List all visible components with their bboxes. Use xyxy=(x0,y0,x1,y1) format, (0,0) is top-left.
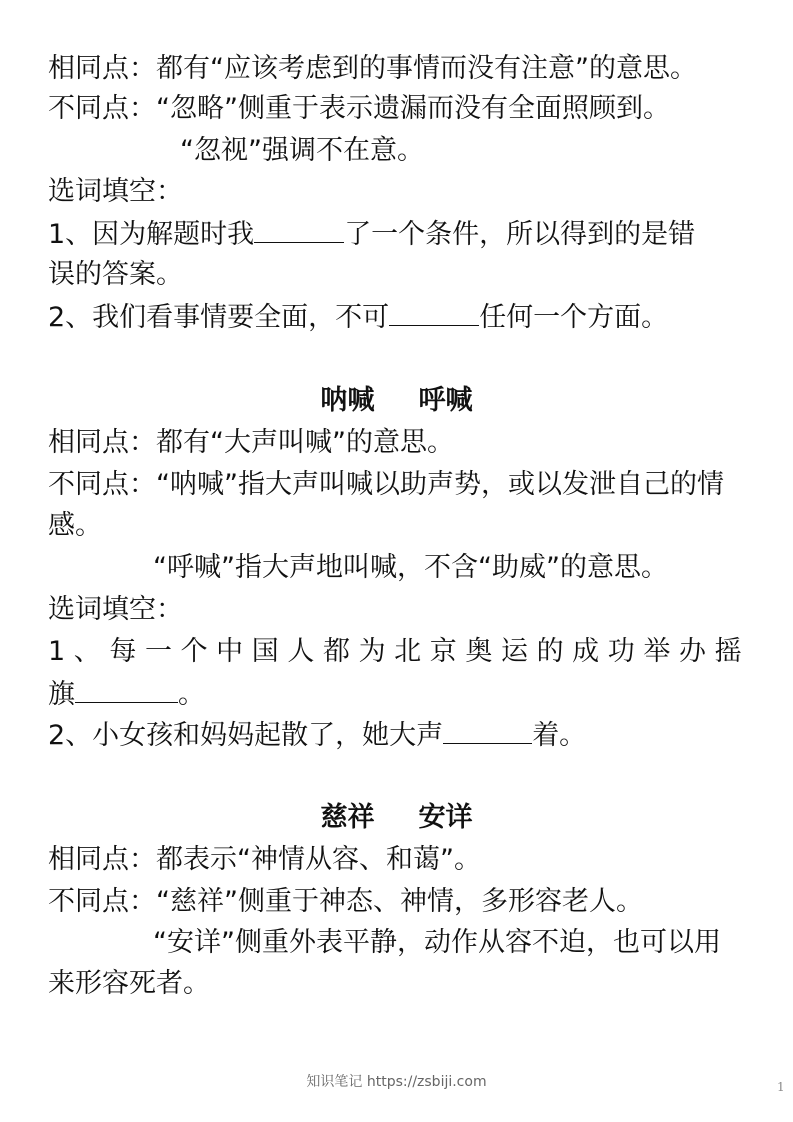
footer-watermark: 知识笔记 https://zsbiji.com xyxy=(306,1074,487,1090)
section2-q1-part-a: 1、每一个中国人都为北京奥运的成功举办摇 xyxy=(48,636,751,667)
section2-question-2 xyxy=(48,716,586,756)
answer-blank[interactable] xyxy=(389,301,479,326)
section3-diff-text-2: “安详”侧重外表平静，动作从容不迫，也可以用 xyxy=(153,927,721,958)
page-number: 1 xyxy=(777,1080,785,1094)
section1-q2-part-b: 任何一个方面。 xyxy=(479,302,669,333)
section2-question-1-cont xyxy=(48,675,205,715)
section2-diff-text-1: 不同点：“呐喊”指大声叫喊以助声势，或以发泄自己的情 xyxy=(48,469,724,500)
section3-diff-text-1: 不同点：“慈祥”侧重于神态、神情，多形容老人。 xyxy=(48,886,643,917)
section3-word-1: 慈祥 xyxy=(320,802,375,833)
section1-q1-continuation: 误的答案。 xyxy=(48,259,183,290)
section2-same-text: 相同点：都有“大声叫喊”的意思。 xyxy=(48,427,454,458)
section2-q1-part-c: 。 xyxy=(178,679,205,710)
section1-question-1 xyxy=(48,215,695,255)
section1-same-text: 相同点：都有“应该考虑到的事情而没有注意”的意思。 xyxy=(48,53,697,84)
section1-q1-part-b: 了一个条件，所以得到的是错 xyxy=(344,219,696,250)
section2-word-2: 呼喊 xyxy=(418,385,473,416)
section3-word-2: 安详 xyxy=(418,802,473,833)
section2-q2-part-a: 2、小女孩和妈妈起散了，她大声 xyxy=(48,720,444,751)
section2-q2-part-b: 着。 xyxy=(532,720,587,751)
section2-diff-text-1b: 感。 xyxy=(48,510,102,541)
section3-same-text: 相同点：都表示“神情从容、和蔼”。 xyxy=(48,844,481,875)
section1-q2-part-a: 2、我们看事情要全面，不可 xyxy=(48,302,390,333)
section2-heading xyxy=(0,381,793,421)
section1-diff-text-2: “忽视”强调不在意。 xyxy=(180,135,424,166)
section3-diff-text-2b: 来形容死者。 xyxy=(48,968,210,999)
answer-blank[interactable] xyxy=(254,218,344,243)
section3-heading xyxy=(0,798,793,838)
answer-blank[interactable] xyxy=(75,678,178,703)
section1-diff-text-1: 不同点：“忽略”侧重于表示遗漏而没有全面照顾到。 xyxy=(48,93,670,124)
section2-diff-text-2: “呼喊”指大声地叫喊，不含“助威”的意思。 xyxy=(153,552,668,583)
section1-fill-title: 选词填空： xyxy=(48,176,183,207)
section1-question-2 xyxy=(48,298,668,338)
section2-word-1: 呐喊 xyxy=(320,385,375,416)
section1-q1-part-a: 1、因为解题时我 xyxy=(48,219,255,250)
section2-fill-title: 选词填空： xyxy=(48,594,183,625)
answer-blank[interactable] xyxy=(443,719,532,744)
section2-q1-part-b: 旗 xyxy=(48,679,75,710)
